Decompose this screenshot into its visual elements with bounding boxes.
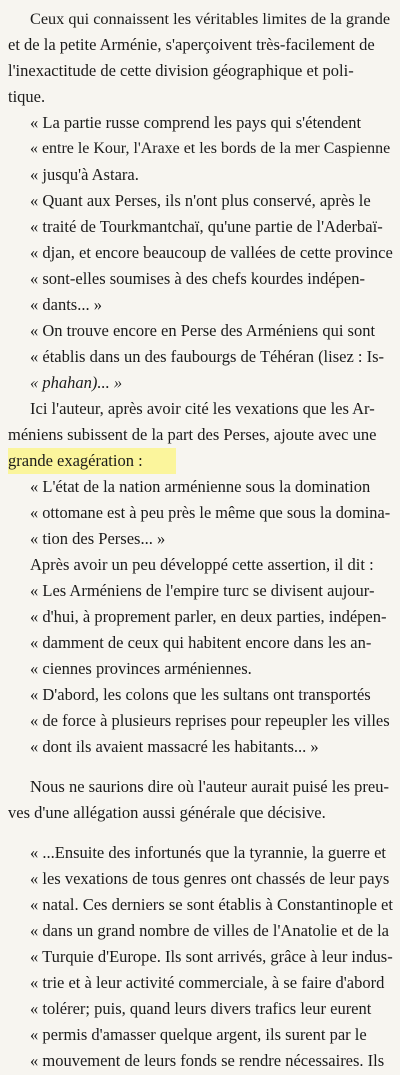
text-line: « ...Ensuite des infortunés que la tyrannie, la guerre et xyxy=(30,843,387,862)
text-line: « dans un grand nombre de villes de l'Anatolie et de la xyxy=(30,921,389,940)
text-line: « On trouve encore en Perse des Arméniens qui sont xyxy=(30,321,376,340)
text-line: « traité de Tourkmantchaï, qu'une partie de l'Aderbaï- xyxy=(30,217,383,236)
text-line: « D'abord, les colons que les sultans ont transportés xyxy=(30,685,371,704)
text-line: « d'hui, à proprement parler, en deux parties, indépen- xyxy=(30,607,387,626)
text-line: « damment de ceux qui habitent encore dans les an- xyxy=(30,633,372,652)
text-line: « jusqu'à Astara. xyxy=(30,165,139,184)
text-line: « ottomane est à peu près le même que sous la domina- xyxy=(30,503,391,522)
text-line: « entre le Kour, l'Araxe et les bords de la mer Caspienne xyxy=(30,140,391,157)
text-line: l'inexactitude de cette division géographique et poli- xyxy=(8,61,354,80)
text-line: « natal. Ces derniers se sont établis à Constantinople et xyxy=(30,895,393,914)
text-line: Ici l'auteur, après avoir cité les vexations que les Ar- xyxy=(30,399,375,418)
text-line: « L'état de la nation arménienne sous la domination xyxy=(30,477,371,496)
text-line: « les vexations de tous genres ont chassés de leur pays xyxy=(30,869,390,888)
text-line: « tion des Perses... » xyxy=(30,529,166,548)
text-line: « trie et à leur activité commerciale, à se faire d'abord xyxy=(30,973,385,992)
text-line: « ciennes provinces arméniennes. xyxy=(30,659,252,678)
text-line: Ceux qui connaissent les véritables limites de la grande xyxy=(30,10,391,28)
text-line: « Les Arméniens de l'empire turc se divisent aujour- xyxy=(30,581,375,600)
text-line: « mouvement de leurs fonds se rendre nécessaires. Ils xyxy=(30,1051,385,1070)
highlighted-text: grande exagération : xyxy=(8,448,176,474)
text-line: « de force à plusieurs reprises pour repeupler les villes xyxy=(30,711,390,730)
text-line: Après avoir un peu développé cette assertion, il dit : xyxy=(30,555,374,574)
text-line: Nous ne saurions dire où l'auteur aurait puisé les preu- xyxy=(30,777,389,796)
text-line: « djan, et encore beaucoup de vallées de cette province xyxy=(30,243,393,262)
text-line: « permis d'amasser quelque argent, ils surent par le xyxy=(30,1025,367,1044)
text-line: ves d'une allégation aussi générale que décisive. xyxy=(8,803,326,822)
text-line: méniens subissent de la part des Perses, ajoute avec une xyxy=(8,425,377,444)
text-line: « Quant aux Perses, ils n'ont plus conservé, après le xyxy=(30,191,371,210)
text-line: « phahan)... » xyxy=(30,373,123,392)
text-line: et de la petite Arménie, s'aperçoivent très-facilement de xyxy=(8,35,375,54)
text-line: « établis dans un des faubourgs de Téhéran (lisez : Is- xyxy=(30,347,385,366)
text-line: « tolérer; puis, quand leurs divers trafics leur eurent xyxy=(30,999,372,1018)
text-line: « La partie russe comprend les pays qui s'étendent xyxy=(30,113,362,132)
text-line: tique. xyxy=(8,87,46,106)
text-line: « Turquie d'Europe. Ils sont arrivés, grâce à leur indus- xyxy=(30,947,393,966)
text-line: « dont ils avaient massacré les habitants... » xyxy=(30,737,319,756)
text-line: « dants... » xyxy=(30,295,102,314)
text-line: « sont-elles soumises à des chefs kourdes indépen- xyxy=(30,269,365,288)
